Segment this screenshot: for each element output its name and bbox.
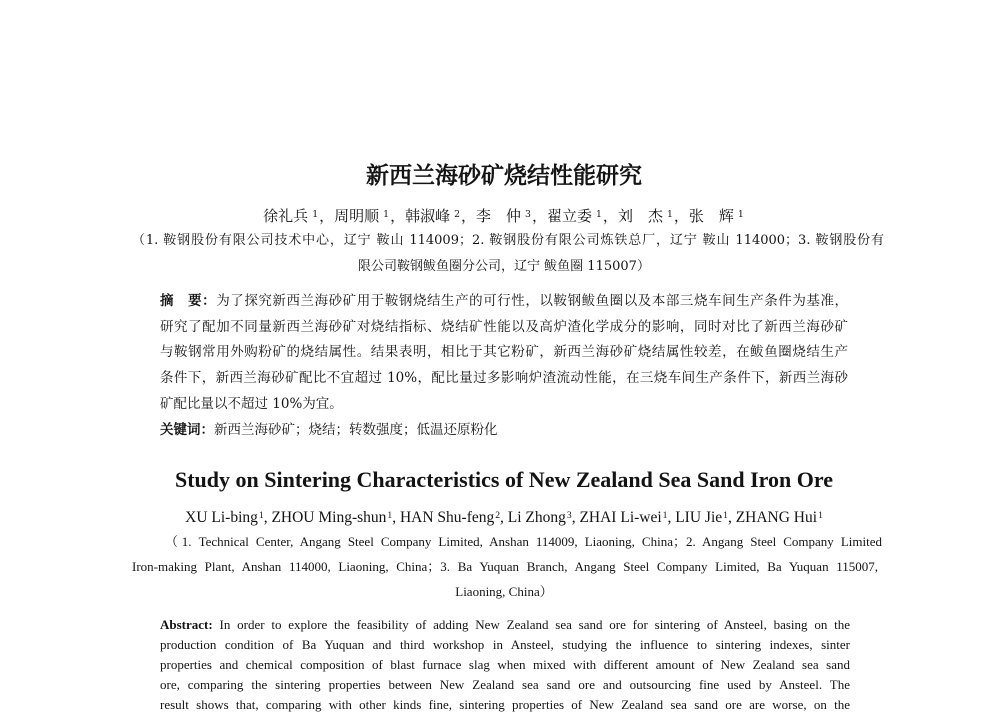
author-separator: ， <box>602 207 618 225</box>
affiliation-mark: 1 <box>596 208 602 220</box>
author-separator: ， <box>673 207 689 225</box>
abstract-line: 矿配比量以不超过 10%为宜。 <box>160 396 343 412</box>
affiliation-mark: 1 <box>662 509 668 521</box>
affiliation-mark: 2 <box>454 208 461 220</box>
author-name: 刘 杰 <box>617 207 663 225</box>
affiliation-line: Iron-making Plant, Anshan 114000, Liaoning, China；3. Ba Yuquan Branch, Angang Steel Company Limited, Ba Yuquan 115007, <box>132 559 878 574</box>
affiliation-mark: 1 <box>666 208 673 220</box>
author-name: ZHANG Hui <box>735 509 818 526</box>
abstract-line: properties and chemical composition of blast furnace slag when mixed with different amount of New Zealand sea sand <box>160 657 850 672</box>
abstract-text: 为了探究新西兰海砂矿用于鞍钢烧结生产的可行性，以鞍钢鲅鱼圈以及本部三烧车间生产条件为基准， <box>216 293 849 309</box>
affiliation-line: Liaoning, China） <box>455 584 553 599</box>
author-separator: ， <box>531 207 547 225</box>
author-name: Li Zhong <box>507 509 566 526</box>
abstract-line <box>160 615 850 635</box>
author-separator: , <box>500 509 508 526</box>
paper-title-en: Study on Sintering Characteristics of New Zealand Sea Sand Iron Ore <box>174 467 833 492</box>
affiliation-line: （1. 鞍钢股份有限公司技术中心，辽宁 鞍山 114009；2. 鞍钢股份有限公司炼铁总厂，辽宁 鞍山 114000；3. 鞍钢股份有 <box>132 233 884 248</box>
abstract-line: result shows that, comparing with other kinds fine, sintering properties of New Zealand sea sand ore are worse, on the <box>160 697 850 712</box>
author-name: ZHOU Ming-shun <box>271 509 387 526</box>
author-list-cn <box>8 205 1000 227</box>
author-separator: , <box>727 509 736 526</box>
author-name: 张 辉 <box>688 207 734 225</box>
affiliation-mark: 1 <box>723 509 728 521</box>
affiliation-mark: 1 <box>818 509 823 521</box>
author-name: HAN Shu-feng <box>399 509 495 526</box>
author-name: 翟立委 <box>546 207 592 225</box>
author-name: 韩淑峰 <box>405 207 451 225</box>
affiliation-mark: 2 <box>495 509 501 521</box>
affiliation-mark: 3 <box>566 509 572 521</box>
author-separator: , <box>667 509 676 526</box>
abstract-text: In order to explore the feasibility of adding New Zealand sea sand ore for sintering of Ansteel, basing on the <box>212 617 850 632</box>
abstract-label: Abstract: <box>160 617 213 632</box>
affiliation-line: 限公司鞍钢鲅鱼圈分公司，辽宁 鲅鱼圈 115007） <box>358 259 650 274</box>
keywords-label: 关键词： <box>160 422 214 438</box>
keywords-cn <box>160 420 848 440</box>
keywords-text: 新西兰海砂矿；烧结；转数强度；低温还原粉化 <box>214 422 498 438</box>
author-separator: ， <box>390 207 406 225</box>
paper-title-cn: 新西兰海砂矿烧结性能研究 <box>366 162 642 189</box>
author-separator: ， <box>461 207 477 225</box>
affiliation-line: （1. Technical Center, Angang Steel Company Limited, Anshan 114009, Liaoning, China；2. Angang Steel Company Limited <box>165 534 882 549</box>
affiliation-mark: 1 <box>258 509 264 521</box>
abstract-line: 研究了配加不同量新西兰海砂矿对烧结指标、烧结矿性能以及高炉渣化学成分的影响，同时对比了新西兰海砂矿 <box>160 319 848 335</box>
author-separator: , <box>263 509 272 526</box>
abstract-line: 与鞍钢常用外购粉矿的烧结属性。结果表明，相比于其它粉矿，新西兰海砂矿烧结属性较差，在鲅鱼圈烧结生产 <box>160 344 848 360</box>
author-name: LIU Jie <box>675 509 723 526</box>
affiliation-mark: 1 <box>312 208 319 220</box>
abstract-line: ore, comparing the sintering properties between New Zealand sea sand ore and outsourcing fine used by Ansteel. The <box>160 677 850 692</box>
affiliation-mark: 1 <box>383 208 390 220</box>
abstract-label: 摘 要： <box>160 293 217 309</box>
author-name: XU Li-bing <box>185 509 258 526</box>
abstract-line <box>160 291 848 311</box>
author-name: ZHAI Li-wei <box>579 509 662 526</box>
author-separator: ， <box>319 207 335 225</box>
author-list-en <box>8 507 1000 529</box>
author-name: 徐礼兵 <box>263 207 309 225</box>
author-separator: , <box>392 509 400 526</box>
affiliation-mark: 3 <box>525 208 531 220</box>
author-name: 周明顺 <box>334 207 380 225</box>
abstract-line: production condition of Ba Yuquan and third workshop in Ansteel, studying the influence to sintering indexes, sinter <box>160 637 850 652</box>
author-name: 李 仲 <box>476 207 522 225</box>
abstract-line: 条件下，新西兰海砂矿配比不宜超过 10%，配比量过多影响炉渣流动性能，在三烧车间生产条件下，新西兰海砂 <box>160 370 848 386</box>
affiliation-mark: 1 <box>737 208 744 220</box>
author-separator: , <box>571 509 580 526</box>
affiliation-mark: 1 <box>387 509 393 521</box>
